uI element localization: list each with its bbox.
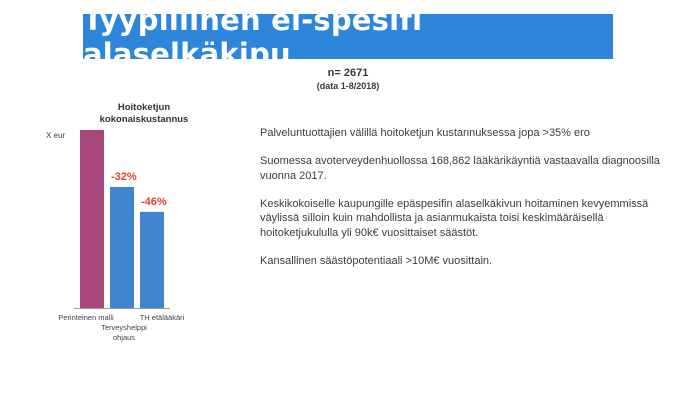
page-title: Tyypillinen ei-spesifi alaselkäkipu — [83, 2, 423, 71]
bullet-text: Keskikokoiselle kaupungille epäspesifin alaselkäkivun hoitaminen kevyemmissä väylissä silloin kuin mahdollista ja asianmukaista toisi keskimääräisellä hoitoketjukululla yli 90k€ vuosittaiset säästöt. — [260, 197, 649, 239]
chart-svg — [44, 96, 224, 356]
sample-size: n= 2671 — [327, 67, 369, 79]
bullet-list — [260, 126, 680, 282]
bar — [80, 130, 104, 308]
cost-chart — [44, 96, 224, 356]
bullet-text: Palveluntuottajien välillä hoitoketjun kustannuksessa jopa >35% ero — [260, 127, 590, 139]
bullet-text: Kansallinen säästöpotentiaali >10M€ vuosittain. — [260, 254, 493, 267]
bar — [110, 187, 134, 308]
bar — [140, 212, 164, 308]
category-label: TH etälääkäri — [139, 313, 185, 322]
category-label: Terveyshelppi ohjaus — [101, 323, 147, 342]
y-axis-label: X eur — [46, 131, 66, 140]
bullet-text: Suomessa avoterveydenhuollossa 168,862 lääkärikäyntiä vastaavalla diagnoosilla vuonna 2017. — [260, 155, 660, 182]
chart-title: Hoitoketjun kokonaiskustannus — [99, 102, 189, 125]
data-label: -32% — [111, 170, 137, 183]
data-label: -46% — [141, 195, 167, 208]
category-label: Perinteinen malli — [58, 313, 114, 322]
title-banner — [83, 2, 613, 71]
data-period: (data 1-8/2018) — [316, 81, 380, 91]
